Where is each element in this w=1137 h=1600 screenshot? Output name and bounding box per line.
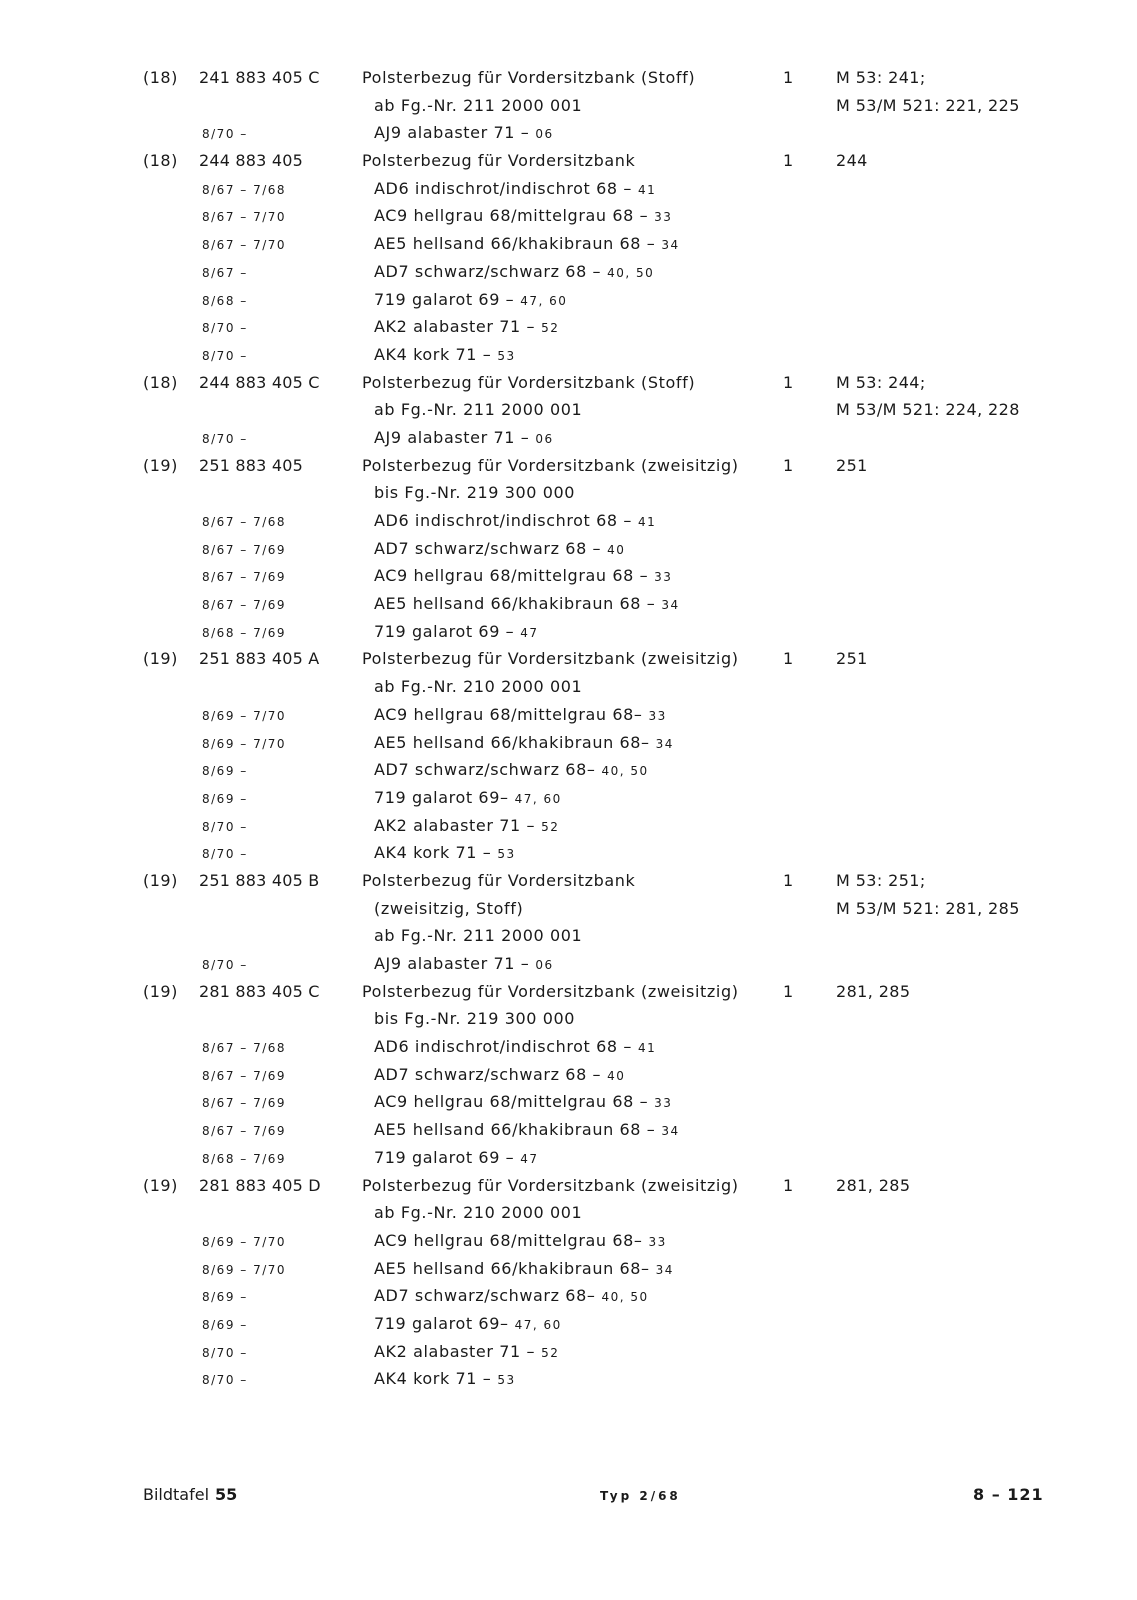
continuation-row: [0, 92, 1137, 120]
color-name: AK4 kork 71 –: [374, 1369, 492, 1389]
color-variant: [374, 1286, 649, 1305]
color-name: AD7 schwarz/schwarz 68–: [374, 760, 596, 780]
page-number: 8 – 121: [973, 1485, 1044, 1504]
quantity: 1: [783, 455, 794, 475]
color-code: 34: [661, 238, 680, 253]
plate-label: Bildtafel: [143, 1485, 210, 1504]
color-variant-row: [0, 784, 1137, 812]
color-name: AE5 hellsand 66/khakibraun 68 –: [374, 234, 656, 254]
color-name: AD7 schwarz/schwarz 68 –: [374, 1064, 602, 1084]
color-name: 719 galarot 69–: [374, 787, 509, 807]
date-range: 8/68 – 7/69: [202, 1151, 287, 1166]
color-variant: [374, 1259, 674, 1278]
color-variant-row: [0, 950, 1137, 978]
date-range: 8/67 –: [202, 265, 248, 280]
color-variant: [374, 1369, 516, 1388]
color-variant-row: [0, 590, 1137, 618]
color-code: 33: [648, 1234, 667, 1249]
color-variant: [374, 539, 625, 558]
color-variant: [374, 290, 567, 309]
color-variant-row: [0, 618, 1137, 646]
description: ab Fg.-Nr. 211 2000 001: [374, 926, 583, 946]
date-range: 8/67 – 7/69: [202, 1124, 287, 1139]
model-reference: M 53/M 521: 281, 285: [836, 898, 1020, 918]
color-variant: [374, 566, 672, 585]
color-variant: [374, 206, 672, 225]
color-code: 33: [654, 210, 673, 225]
color-variant: [374, 1092, 672, 1111]
description: Polsterbezug für Vordersitzbank: [362, 151, 636, 171]
color-variant-row: [0, 313, 1137, 341]
date-range: 8/69 –: [202, 791, 248, 806]
color-code: 47: [520, 1151, 539, 1166]
parts-list: [0, 64, 1137, 1393]
color-variant: [374, 1342, 559, 1361]
part-row: [0, 978, 1137, 1006]
color-variant: [374, 843, 516, 862]
description: bis Fg.-Nr. 219 300 000: [374, 483, 576, 503]
date-range: 8/67 – 7/69: [202, 1096, 287, 1111]
color-code: 06: [535, 958, 554, 972]
color-name: AC9 hellgrau 68/mittelgrau 68–: [374, 1230, 643, 1250]
color-name: AD6 indischrot/indischrot 68 –: [374, 178, 632, 198]
color-name: AC9 hellgrau 68/mittelgrau 68 –: [374, 566, 649, 586]
color-variant: [374, 234, 680, 253]
date-range: 8/70 –: [202, 431, 248, 446]
date-range: 8/69 –: [202, 1290, 248, 1305]
part-number: 251 883 405: [199, 455, 303, 475]
position-number: (18): [143, 151, 178, 171]
color-code: 41: [637, 515, 657, 529]
color-name: AK4 kork 71 –: [374, 344, 492, 364]
description: ab Fg.-Nr. 211 2000 001: [374, 95, 583, 115]
color-name: AC9 hellgrau 68/mittelgrau 68 –: [374, 1092, 649, 1112]
color-variant: [374, 1231, 667, 1250]
color-code: 40, 50: [601, 764, 649, 779]
color-name: 719 galarot 69–: [374, 1313, 509, 1333]
color-variant-row: [0, 1227, 1137, 1255]
color-name: AJ9 alabaster 71 –: [374, 954, 530, 973]
model-reference: M 53/M 521: 221, 225: [836, 95, 1020, 115]
date-range: 8/67 – 7/68: [202, 182, 287, 197]
date-range: 8/70 –: [202, 819, 248, 834]
position-number: (18): [143, 372, 178, 392]
quantity: 1: [783, 870, 794, 890]
continuation-row: [0, 1005, 1137, 1033]
date-range: 8/70 –: [202, 847, 248, 862]
color-variant-row: [0, 562, 1137, 590]
color-variant: [374, 1148, 539, 1167]
part-row: [0, 867, 1137, 895]
date-range: 8/67 – 7/70: [202, 238, 287, 253]
date-range: 8/69 – 7/70: [202, 1234, 287, 1249]
part-row: [0, 1172, 1137, 1200]
color-code: 52: [541, 321, 560, 336]
model-reference: 251: [836, 649, 868, 669]
color-variant-row: [0, 1282, 1137, 1310]
part-row: [0, 147, 1137, 175]
color-variant-row: [0, 1061, 1137, 1089]
description: Polsterbezug für Vordersitzbank (Stoff): [362, 372, 696, 392]
color-variant: [374, 428, 554, 447]
color-code: 40: [607, 542, 626, 557]
part-row: [0, 452, 1137, 480]
description: (zweisitzig, Stoff): [374, 898, 524, 918]
part-number: 281 883 405 D: [199, 1175, 321, 1195]
continuation-row: [0, 922, 1137, 950]
color-code: 33: [648, 708, 667, 723]
color-variant: [374, 123, 554, 142]
color-variant-row: [0, 175, 1137, 203]
page-footer: [0, 1485, 1137, 1515]
color-variant-row: [0, 1365, 1137, 1393]
date-range: 8/70 –: [202, 348, 248, 363]
date-range: 8/69 – 7/70: [202, 1262, 287, 1277]
color-variant: [374, 1120, 680, 1139]
color-code: 33: [654, 570, 673, 585]
position-number: (19): [143, 1175, 178, 1195]
color-name: AJ9 alabaster 71 –: [374, 427, 530, 447]
color-variant-row: [0, 839, 1137, 867]
color-variant: [374, 816, 559, 835]
color-variant: [374, 705, 667, 724]
color-variant-row: [0, 729, 1137, 757]
color-name: 719 galarot 69 –: [374, 289, 515, 309]
model-reference: 251: [836, 455, 868, 475]
color-name: AC9 hellgrau 68/mittelgrau 68–: [374, 704, 643, 724]
color-name: AK2 alabaster 71 –: [374, 1341, 536, 1361]
color-variant: [374, 317, 559, 336]
part-number: 244 883 405: [199, 151, 303, 171]
color-name: AD6 indischrot/indischrot 68 –: [374, 511, 632, 530]
part-row: [0, 64, 1137, 92]
color-variant-row: [0, 1088, 1137, 1116]
color-variant: [374, 733, 674, 752]
color-name: AD7 schwarz/schwarz 68–: [374, 1286, 596, 1306]
model-reference: M 53/M 521: 224, 228: [836, 400, 1020, 420]
model-reference: 281, 285: [836, 981, 911, 1001]
color-variant: [374, 622, 539, 641]
color-code: 40: [607, 1068, 626, 1083]
color-code: 34: [661, 1124, 680, 1139]
description: Polsterbezug für Vordersitzbank (zweisitzig): [362, 649, 739, 669]
continuation-row: [0, 396, 1137, 424]
color-variant-row: [0, 286, 1137, 314]
color-code: 06: [535, 431, 554, 446]
date-range: 8/70 –: [202, 1345, 248, 1360]
position-number: (19): [143, 981, 178, 1001]
date-range: 8/67 – 7/70: [202, 210, 287, 225]
description: ab Fg.-Nr. 211 2000 001: [374, 400, 583, 420]
description: bis Fg.-Nr. 219 300 000: [374, 1009, 576, 1029]
part-number: 281 883 405 C: [199, 981, 320, 1001]
continuation-row: [0, 479, 1137, 507]
color-name: AE5 hellsand 66/khakibraun 68–: [374, 732, 650, 752]
part-row: [0, 369, 1137, 397]
color-variant-row: [0, 1116, 1137, 1144]
color-variant: [374, 179, 656, 198]
date-range: 8/70 –: [202, 127, 248, 142]
description: Polsterbezug für Vordersitzbank: [362, 870, 636, 890]
color-name: AD7 schwarz/schwarz 68 –: [374, 261, 602, 281]
color-name: 719 galarot 69 –: [374, 1147, 515, 1167]
description: Polsterbezug für Vordersitzbank (zweisitzig): [362, 981, 739, 1001]
date-range: 8/70 –: [202, 1373, 248, 1388]
color-variant-row: [0, 812, 1137, 840]
color-variant-row: [0, 119, 1137, 147]
color-variant-row: [0, 535, 1137, 563]
color-code: 41: [637, 1041, 657, 1056]
plate-reference: [143, 1485, 237, 1504]
date-range: 8/68 – 7/69: [202, 625, 287, 640]
color-code: 33: [654, 1096, 673, 1111]
color-name: AE5 hellsand 66/khakibraun 68 –: [374, 594, 656, 614]
color-variant-row: [0, 1338, 1137, 1366]
description: ab Fg.-Nr. 210 2000 001: [374, 677, 583, 697]
color-variant: [374, 1037, 656, 1056]
color-variant: [374, 262, 654, 281]
date-range: 8/69 – 7/70: [202, 708, 287, 723]
date-range: 8/69 – 7/70: [202, 736, 287, 751]
description: Polsterbezug für Vordersitzbank (zweisitzig): [362, 1175, 739, 1195]
color-name: AE5 hellsand 66/khakibraun 68–: [374, 1258, 650, 1278]
date-range: 8/67 – 7/69: [202, 570, 287, 585]
position-number: (19): [143, 870, 178, 890]
quantity: 1: [783, 372, 794, 392]
color-variant-row: [0, 756, 1137, 784]
position-number: (19): [143, 455, 178, 475]
continuation-row: [0, 895, 1137, 923]
date-range: 8/67 – 7/69: [202, 1068, 287, 1083]
color-variant-row: [0, 1144, 1137, 1172]
color-variant-row: [0, 1033, 1137, 1061]
color-variant-row: [0, 507, 1137, 535]
color-variant: [374, 345, 516, 364]
quantity: 1: [783, 981, 794, 1001]
continuation-row: [0, 1199, 1137, 1227]
type-label: Typ 2/68: [600, 1489, 681, 1503]
color-variant: [374, 1065, 625, 1084]
color-name: AD6 indischrot/indischrot 68 –: [374, 1037, 632, 1057]
color-variant-row: [0, 424, 1137, 452]
color-variant: [374, 1314, 562, 1333]
date-range: 8/68 –: [202, 293, 248, 308]
position-number: (18): [143, 68, 178, 87]
model-reference: M 53: 244;: [836, 372, 926, 392]
color-variant: [374, 594, 680, 613]
color-code: 47, 60: [514, 1317, 562, 1332]
color-name: AK4 kork 71 –: [374, 843, 492, 863]
color-code: 52: [541, 1345, 560, 1360]
color-code: 34: [655, 736, 674, 751]
color-code: 40, 50: [607, 265, 655, 280]
date-range: 8/67 – 7/68: [202, 1041, 287, 1056]
description: ab Fg.-Nr. 210 2000 001: [374, 1203, 583, 1223]
date-range: 8/69 –: [202, 1317, 248, 1332]
color-variant-row: [0, 341, 1137, 369]
color-name: AE5 hellsand 66/khakibraun 68 –: [374, 1120, 656, 1140]
color-variant-row: [0, 1310, 1137, 1338]
color-code: 47: [520, 625, 539, 640]
color-code: 47, 60: [514, 791, 562, 806]
color-code: 41: [637, 182, 657, 197]
color-variant: [374, 511, 656, 530]
model-reference: 244: [836, 151, 868, 171]
part-number: 244 883 405 C: [199, 372, 320, 392]
color-variant-row: [0, 202, 1137, 230]
date-range: 8/70 –: [202, 958, 248, 972]
color-name: AK2 alabaster 71 –: [374, 317, 536, 337]
color-code: 47, 60: [520, 293, 568, 308]
color-name: AK2 alabaster 71 –: [374, 815, 536, 835]
color-code: 40, 50: [601, 1290, 649, 1305]
color-code: 06: [535, 127, 554, 142]
position-number: (19): [143, 649, 178, 669]
date-range: 8/67 – 7/69: [202, 542, 287, 557]
model-reference: 281, 285: [836, 1175, 911, 1195]
color-variant-row: [0, 1255, 1137, 1283]
color-variant-row: [0, 701, 1137, 729]
description: Polsterbezug für Vordersitzbank (Stoff): [362, 68, 696, 87]
part-number: 241 883 405 C: [199, 68, 320, 87]
color-name: AJ9 alabaster 71 –: [374, 123, 530, 143]
quantity: 1: [783, 1175, 794, 1195]
color-name: 719 galarot 69 –: [374, 621, 515, 641]
date-range: 8/67 – 7/69: [202, 598, 287, 613]
color-variant: [374, 954, 554, 973]
quantity: 1: [783, 151, 794, 171]
date-range: 8/67 – 7/68: [202, 515, 287, 529]
color-code: 53: [497, 847, 516, 862]
continuation-row: [0, 673, 1137, 701]
color-variant: [374, 760, 649, 779]
date-range: 8/70 –: [202, 321, 248, 336]
color-code: 52: [541, 819, 560, 834]
color-variant-row: [0, 258, 1137, 286]
quantity: 1: [783, 649, 794, 669]
description: Polsterbezug für Vordersitzbank (zweisitzig): [362, 455, 739, 475]
part-number: 251 883 405 A: [199, 649, 320, 669]
color-name: AD7 schwarz/schwarz 68 –: [374, 538, 602, 558]
model-reference: M 53: 251;: [836, 870, 926, 890]
color-name: AC9 hellgrau 68/mittelgrau 68 –: [374, 206, 649, 226]
color-code: 53: [497, 1373, 516, 1388]
part-number: 251 883 405 B: [199, 870, 320, 890]
color-code: 34: [655, 1262, 674, 1277]
color-code: 53: [497, 348, 516, 363]
color-variant: [374, 788, 562, 807]
part-row: [0, 645, 1137, 673]
color-code: 34: [661, 598, 680, 613]
color-variant-row: [0, 230, 1137, 258]
quantity: 1: [783, 68, 794, 87]
date-range: 8/69 –: [202, 764, 248, 779]
plate-number: 55: [215, 1485, 238, 1504]
model-reference: M 53: 241;: [836, 68, 926, 87]
